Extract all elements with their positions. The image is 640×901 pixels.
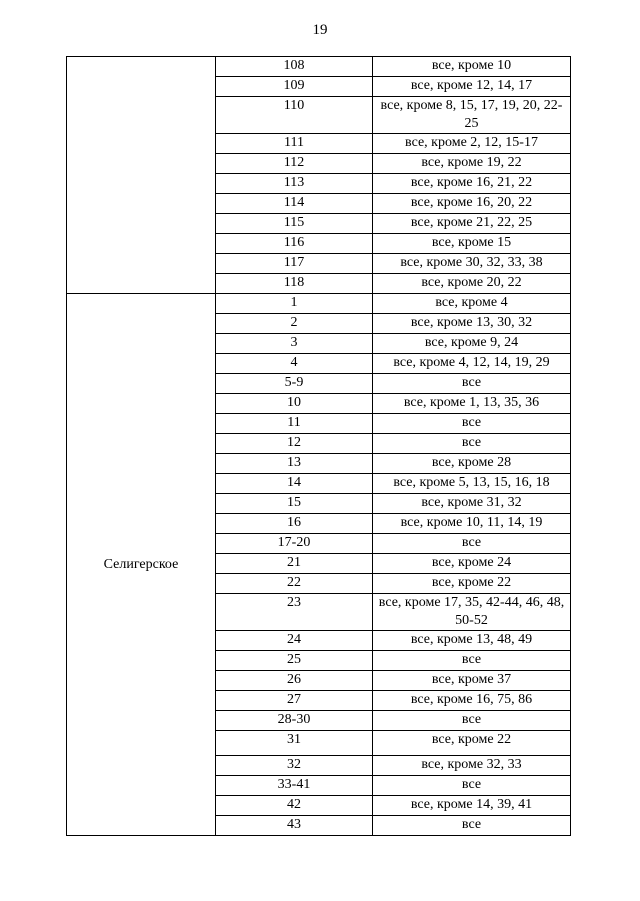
quarter-cell: 31 bbox=[216, 731, 373, 756]
sections-cell: все, кроме 20, 22 bbox=[373, 274, 571, 294]
sections-cell: все, кроме 4, 12, 14, 19, 29 bbox=[373, 354, 571, 374]
quarter-cell: 3 bbox=[216, 334, 373, 354]
district-cell bbox=[67, 57, 216, 294]
quarter-cell: 26 bbox=[216, 671, 373, 691]
sections-cell: все, кроме 32, 33 bbox=[373, 756, 571, 776]
quarter-cell: 113 bbox=[216, 174, 373, 194]
sections-cell: все, кроме 16, 20, 22 bbox=[373, 194, 571, 214]
sections-cell: все bbox=[373, 651, 571, 671]
sections-cell: все, кроме 17, 35, 42-44, 46, 48, 50-52 bbox=[373, 594, 571, 631]
sections-cell: все, кроме 10, 11, 14, 19 bbox=[373, 514, 571, 534]
quarter-cell: 111 bbox=[216, 134, 373, 154]
sections-cell: все, кроме 16, 75, 86 bbox=[373, 691, 571, 711]
quarter-cell: 5-9 bbox=[216, 374, 373, 394]
sections-cell: все, кроме 28 bbox=[373, 454, 571, 474]
sections-cell: все, кроме 19, 22 bbox=[373, 154, 571, 174]
sections-cell: все, кроме 8, 15, 17, 19, 20, 22-25 bbox=[373, 97, 571, 134]
quarter-cell: 42 bbox=[216, 796, 373, 816]
sections-cell: все, кроме 4 bbox=[373, 294, 571, 314]
sections-cell: все, кроме 15 bbox=[373, 234, 571, 254]
quarter-cell: 10 bbox=[216, 394, 373, 414]
quarter-cell: 108 bbox=[216, 57, 373, 77]
sections-cell: все, кроме 10 bbox=[373, 57, 571, 77]
sections-cell: все, кроме 30, 32, 33, 38 bbox=[373, 254, 571, 274]
quarter-cell: 24 bbox=[216, 631, 373, 651]
table-body bbox=[67, 57, 571, 836]
quarter-cell: 27 bbox=[216, 691, 373, 711]
quarter-cell: 16 bbox=[216, 514, 373, 534]
quarter-cell: 114 bbox=[216, 194, 373, 214]
sections-cell: все, кроме 9, 24 bbox=[373, 334, 571, 354]
page-number: 19 bbox=[312, 22, 328, 38]
sections-cell: все, кроме 1, 13, 35, 36 bbox=[373, 394, 571, 414]
quarter-cell: 110 bbox=[216, 97, 373, 134]
sections-cell: все bbox=[373, 711, 571, 731]
quarter-cell: 17-20 bbox=[216, 534, 373, 554]
table-row bbox=[67, 57, 571, 77]
sections-cell: все bbox=[373, 414, 571, 434]
quarter-cell: 33-41 bbox=[216, 776, 373, 796]
quarter-cell: 14 bbox=[216, 474, 373, 494]
table-row bbox=[67, 294, 571, 314]
sections-cell: все, кроме 14, 39, 41 bbox=[373, 796, 571, 816]
sections-cell: все, кроме 31, 32 bbox=[373, 494, 571, 514]
quarter-cell: 116 bbox=[216, 234, 373, 254]
quarter-cell: 115 bbox=[216, 214, 373, 234]
sections-cell: все, кроме 22 bbox=[373, 731, 571, 756]
quarter-cell: 22 bbox=[216, 574, 373, 594]
sections-cell: все, кроме 12, 14, 17 bbox=[373, 77, 571, 97]
sections-cell: все, кроме 13, 48, 49 bbox=[373, 631, 571, 651]
quarter-cell: 32 bbox=[216, 756, 373, 776]
sections-cell: все, кроме 24 bbox=[373, 554, 571, 574]
sections-cell: все, кроме 5, 13, 15, 16, 18 bbox=[373, 474, 571, 494]
quarter-cell: 13 bbox=[216, 454, 373, 474]
quarter-cell: 28-30 bbox=[216, 711, 373, 731]
sections-cell: все bbox=[373, 434, 571, 454]
quarter-cell: 117 bbox=[216, 254, 373, 274]
sections-cell: все, кроме 13, 30, 32 bbox=[373, 314, 571, 334]
quarter-cell: 2 bbox=[216, 314, 373, 334]
sections-cell: все, кроме 37 bbox=[373, 671, 571, 691]
sections-cell: все bbox=[373, 374, 571, 394]
sections-cell: все bbox=[373, 776, 571, 796]
sections-cell: все, кроме 21, 22, 25 bbox=[373, 214, 571, 234]
district-cell: Селигерское bbox=[67, 294, 216, 836]
quarter-cell: 1 bbox=[216, 294, 373, 314]
quarter-cell: 43 bbox=[216, 816, 373, 836]
quarter-cell: 15 bbox=[216, 494, 373, 514]
sections-cell: все, кроме 22 bbox=[373, 574, 571, 594]
quarter-cell: 23 bbox=[216, 594, 373, 631]
quarter-cell: 25 bbox=[216, 651, 373, 671]
quarter-cell: 109 bbox=[216, 77, 373, 97]
sections-cell: все, кроме 2, 12, 15-17 bbox=[373, 134, 571, 154]
sections-cell: все bbox=[373, 534, 571, 554]
forest-quarters-table bbox=[66, 56, 571, 836]
sections-cell: все, кроме 16, 21, 22 bbox=[373, 174, 571, 194]
quarter-cell: 11 bbox=[216, 414, 373, 434]
quarter-cell: 112 bbox=[216, 154, 373, 174]
quarter-cell: 21 bbox=[216, 554, 373, 574]
quarter-cell: 12 bbox=[216, 434, 373, 454]
quarter-cell: 4 bbox=[216, 354, 373, 374]
sections-cell: все bbox=[373, 816, 571, 836]
quarter-cell: 118 bbox=[216, 274, 373, 294]
